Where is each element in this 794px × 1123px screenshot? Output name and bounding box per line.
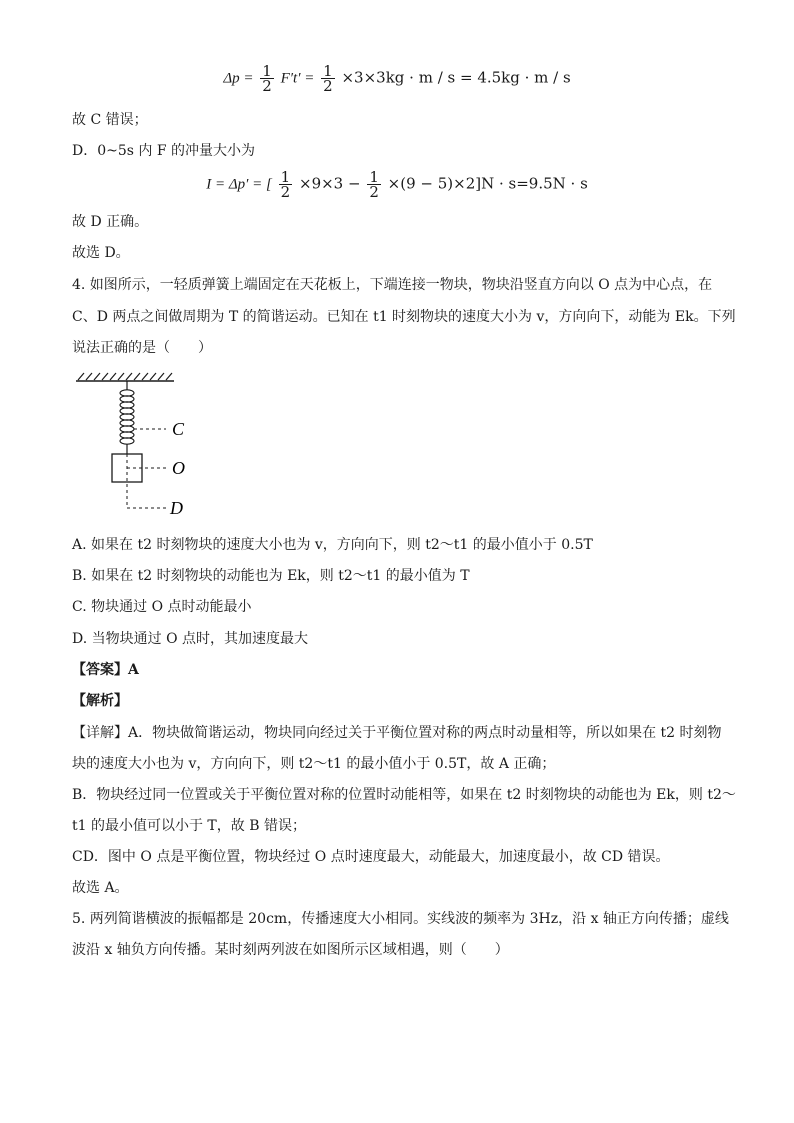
q4-analysis-heading: 【解析】 [72, 693, 128, 709]
q4-choose: 故选 A。 [72, 880, 129, 896]
eq1-frac-den: 2 [262, 77, 272, 95]
q4-detail-line2: 块的速度大小也为 v，方向向下，则 t2～t1 的最小值小于 0.5T，故 A 正确； [72, 756, 556, 772]
text-d-intro: D．0~5s 内 F 的冲量大小为 [72, 143, 256, 159]
eq1-frac-num: 1 [262, 62, 272, 80]
eq2-lhs: I = Δp′ = [ [206, 176, 272, 193]
eq2-rhs: ×(9 − 5)×2]N · s=9.5N · s [387, 174, 588, 193]
eq2-fraction-2 [367, 170, 381, 199]
equation-impulse [0, 170, 794, 199]
spring-mass-figure [70, 368, 210, 518]
eq1-lhs: Δp = [223, 70, 254, 87]
q4-detail-line3: B．物块经过同一位置或关于平衡位置对称的位置时动能相等，如果在 t2 时刻物块的动能也为 Ek，则 t2～ [72, 787, 736, 803]
q4-option-c: C. 物块通过 O 点时动能最小 [72, 599, 252, 615]
eq1-frac2-num: 1 [323, 62, 333, 80]
q4-option-d: D. 当物块通过 O 点时，其加速度最大 [72, 631, 309, 647]
q4-stem-line2: C、D 两点之间做周期为 T 的简谐运动。已知在 t1 时刻物块的速度大小为 v，方向向下，动能为 Ek。下列 [72, 309, 736, 325]
text-c-wrong: 故 C 错误； [72, 112, 148, 128]
ceiling-hatch [78, 373, 172, 380]
spring-coils [120, 390, 134, 444]
q5-stem-line2: 波沿 x 轴负方向传播。某时刻两列波在如图所示区域相遇，则（ ） [72, 942, 509, 958]
q4-stem-line1: 4. 如图所示，一轻质弹簧上端固定在天花板上，下端连接一物块，物块沿竖直方向以 O 点为中心点，在 [72, 277, 713, 293]
eq1-fraction-2 [321, 64, 335, 93]
q4-stem-line3: 说法正确的是（ ） [72, 340, 212, 356]
q4-detail-line4: t1 的最小值可以小于 T，故 B 错误； [72, 818, 306, 834]
label-d: D [170, 498, 183, 518]
q4-detail-line5: CD．图中 O 点是平衡位置，物块经过 O 点时速度最大，动能最大，加速度最小，故 CD 错误。 [72, 849, 670, 865]
q4-detail-line1: 【详解】A．物块做简谐运动，物块同向经过关于平衡位置对称的两点时动量相等，所以如果在 t2 时刻物 [72, 725, 722, 741]
q4-answer: 【答案】A [72, 662, 139, 678]
eq1-frac2-den: 2 [323, 77, 333, 95]
equation-momentum-change [0, 64, 794, 93]
eq1-fraction [260, 64, 274, 93]
q5-stem-line1: 5. 两列简谐横波的振幅都是 20cm，传播速度大小相同。实线波的频率为 3Hz，沿 x 轴正方向传播；虚线 [72, 911, 729, 927]
eq1-rhs: ×3×3kg · m / s = 4.5kg · m / s [341, 68, 571, 87]
text-d-correct: 故 D 正确。 [72, 214, 149, 230]
q4-option-b: B. 如果在 t2 时刻物块的动能也为 Ek，则 t2～t1 的最小值为 T [72, 568, 470, 584]
eq2-f2-num: 1 [369, 168, 379, 186]
eq2-f1-num: 1 [280, 168, 291, 186]
eq2-f2-den: 2 [369, 183, 379, 201]
eq2-mid: ×9×3 − [299, 174, 361, 193]
label-c: C [172, 419, 185, 439]
eq2-f1-den: 2 [280, 183, 291, 201]
label-o: O [172, 458, 185, 478]
eq2-fraction-1 [279, 170, 293, 199]
eq1-mid: F′t′ = [280, 70, 315, 87]
q4-option-a: A. 如果在 t2 时刻物块的速度大小也为 v，方向向下，则 t2～t1 的最小值小于 0.5T [72, 537, 593, 553]
text-choose-d: 故选 D。 [72, 245, 130, 261]
